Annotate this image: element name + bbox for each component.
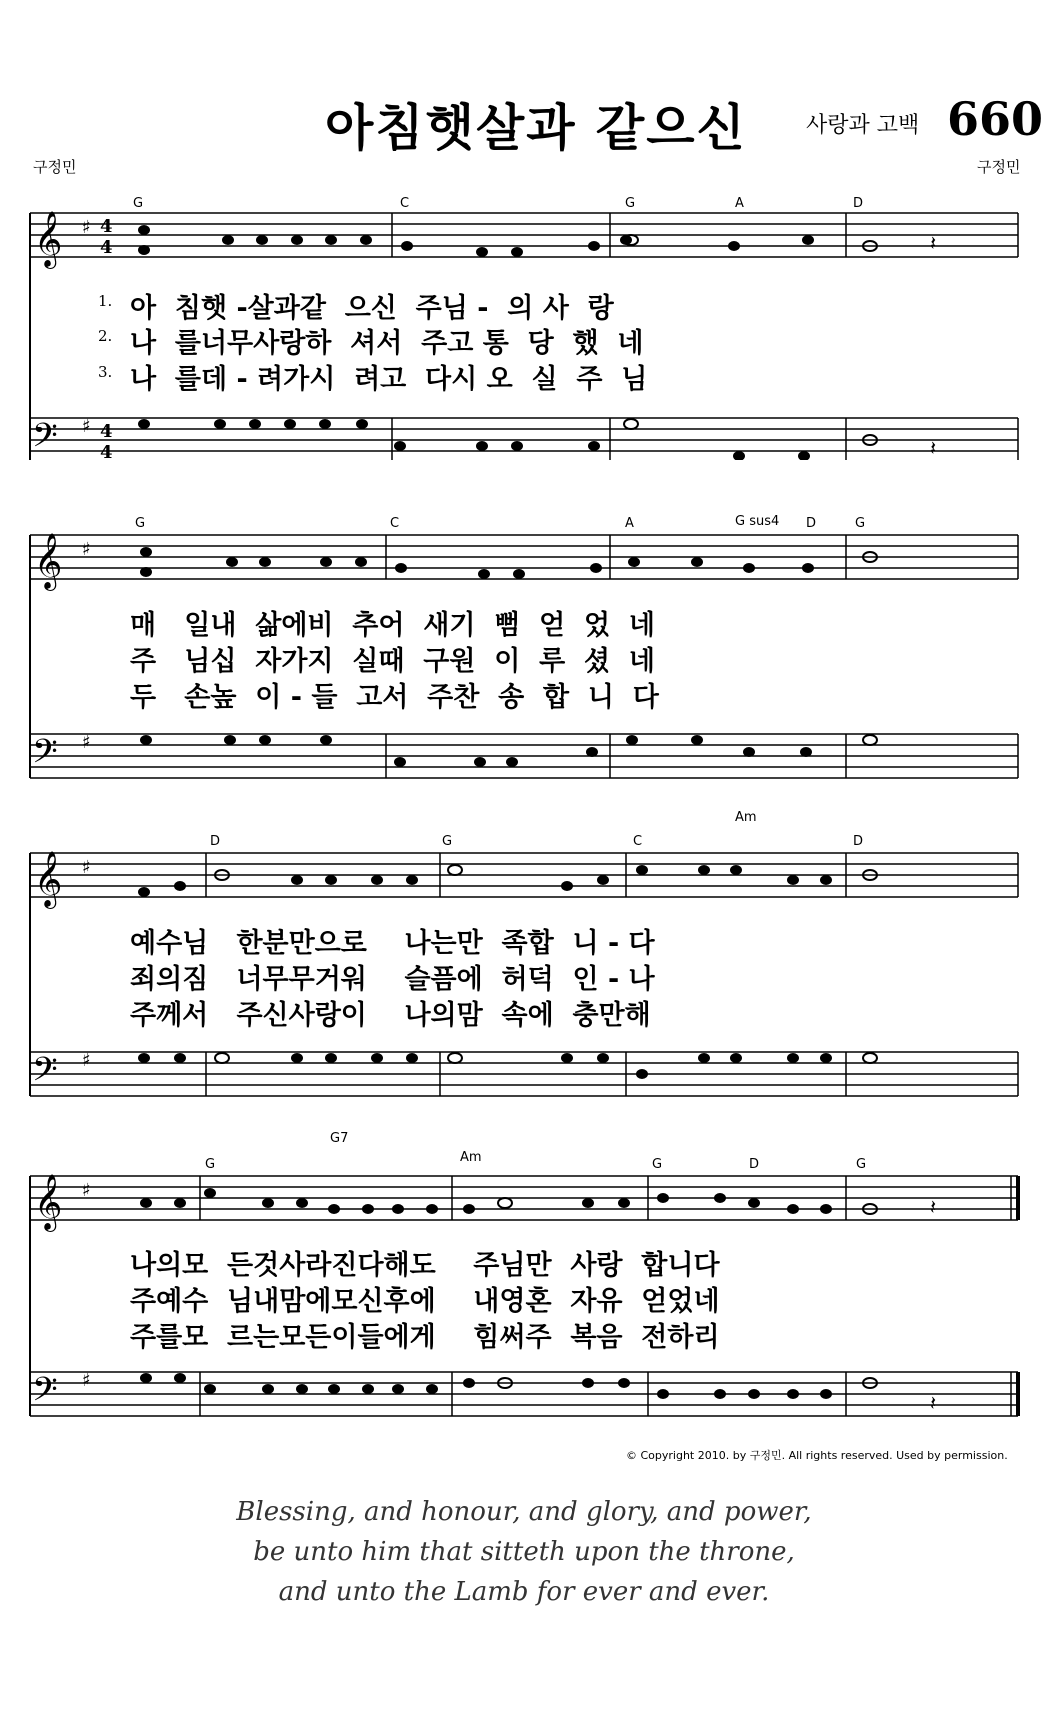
scripture-line: and unto the Lamb for ever and ever. (278, 1577, 770, 1607)
svg-text:4: 4 (100, 237, 113, 258)
chord-symbol: D (806, 516, 817, 531)
svg-text:♯: ♯ (82, 217, 91, 238)
chord-symbol: G (135, 516, 146, 531)
svg-text:𝄢: 𝄢 (32, 1371, 58, 1417)
svg-text:♯: ♯ (82, 857, 91, 878)
svg-text:4: 4 (100, 442, 113, 460)
svg-text:𝄽: 𝄽 (930, 1195, 937, 1219)
verse-number: 1. (98, 292, 113, 310)
svg-text:𝄢: 𝄢 (32, 733, 58, 779)
chord-symbol: D (853, 196, 864, 211)
lyric-line: 아 침햇 -살과같 으신 주님 - 의 사 랑 (130, 293, 614, 324)
chord-symbol: G (856, 1157, 867, 1172)
svg-text:𝄞: 𝄞 (34, 1174, 63, 1230)
hymn-title: 아침햇살과 같으신 (325, 99, 747, 157)
chord-symbol: C (390, 516, 400, 531)
lyric-line: 예수님 한분만으로 나는만 족합 니 - 다 (130, 928, 655, 959)
chord-symbol: Am (460, 1150, 482, 1165)
chord-symbol: C (400, 196, 410, 211)
svg-text:𝄽: 𝄽 (930, 231, 937, 255)
lyricist-name: 구정민 (33, 158, 77, 176)
svg-text:4: 4 (100, 216, 113, 237)
lyric-line: 주를모 르는모든이들에게 힘써주 복음 전하리 (130, 1322, 720, 1353)
scripture-quote (0, 1492, 1048, 1612)
lyric-line: 주께서 주신사랑이 나의맘 속에 충만해 (130, 1000, 651, 1031)
scripture-line: Blessing, and honour, and glory, and power, (236, 1497, 812, 1527)
chord-symbol: D (749, 1157, 760, 1172)
svg-text:𝄽: 𝄽 (930, 436, 937, 460)
chord-symbol: G (442, 834, 453, 849)
chord-symbol: G (133, 196, 144, 211)
svg-text:𝄽: 𝄽 (930, 1391, 937, 1415)
lyric-line: 주 님십 자가지 실때 구원 이 루 셨 네 (130, 646, 655, 677)
svg-text:4: 4 (100, 421, 113, 442)
hymn-number: 660 (947, 92, 1044, 146)
lyric-line: 나 를너무사랑하 셔서 주고 통 당 했 네 (130, 328, 644, 359)
chord-symbol: G (205, 1157, 216, 1172)
svg-text:♯: ♯ (82, 1370, 91, 1391)
chord-symbol: G (625, 196, 636, 211)
svg-text:♯: ♯ (82, 539, 91, 560)
chord-symbol: G (855, 516, 866, 531)
scripture-line: be unto him that sitteth upon the throne, (253, 1537, 795, 1567)
svg-text:♯: ♯ (82, 416, 91, 437)
svg-text:𝄞: 𝄞 (34, 533, 63, 589)
lyric-line: 나 를데 - 려가시 려고 다시 오 실 주 님 (130, 364, 648, 395)
composer-name: 구정민 (977, 158, 1021, 176)
chord-symbol: D (210, 834, 221, 849)
svg-text:♯: ♯ (82, 732, 91, 753)
chord-symbol: G sus4 (735, 514, 780, 529)
chord-symbol: G (652, 1157, 663, 1172)
svg-text:𝄞: 𝄞 (34, 211, 63, 267)
chord-symbol: G7 (330, 1131, 349, 1146)
verse-number: 3. (98, 363, 113, 381)
svg-text:𝄢: 𝄢 (32, 417, 58, 460)
chord-symbol: D (853, 834, 864, 849)
chord-symbol: A (625, 516, 634, 531)
lyric-line: 주예수 님내맘에모신후에 내영혼 자유 얻었네 (130, 1286, 720, 1317)
chord-symbol: C (633, 834, 643, 849)
svg-text:𝄞: 𝄞 (34, 851, 63, 907)
chord-symbol: Am (735, 810, 757, 825)
lyric-line: 죄의짐 너무무거워 슬픔에 허덕 인 - 나 (130, 964, 655, 995)
copyright-notice: © Copyright 2010. by 구정민. All rights reserved. Used by permission. (626, 1449, 1008, 1462)
hymn-category: 사랑과 고백 (806, 113, 920, 138)
chord-symbol: A (735, 196, 744, 211)
svg-text:♯: ♯ (82, 1050, 91, 1071)
lyric-line: 매 일내 삶에비 추어 새기 뻠 얻 었 네 (130, 610, 655, 641)
svg-text:𝄢: 𝄢 (32, 1051, 58, 1097)
lyric-line: 두 손높 이 - 들 고서 주찬 송 합 니 다 (130, 682, 659, 713)
lyric-line: 나의모 든것사라진다해도 주님만 사랑 합니다 (130, 1250, 720, 1281)
svg-text:♯: ♯ (82, 1180, 91, 1201)
verse-number: 2. (98, 327, 113, 345)
